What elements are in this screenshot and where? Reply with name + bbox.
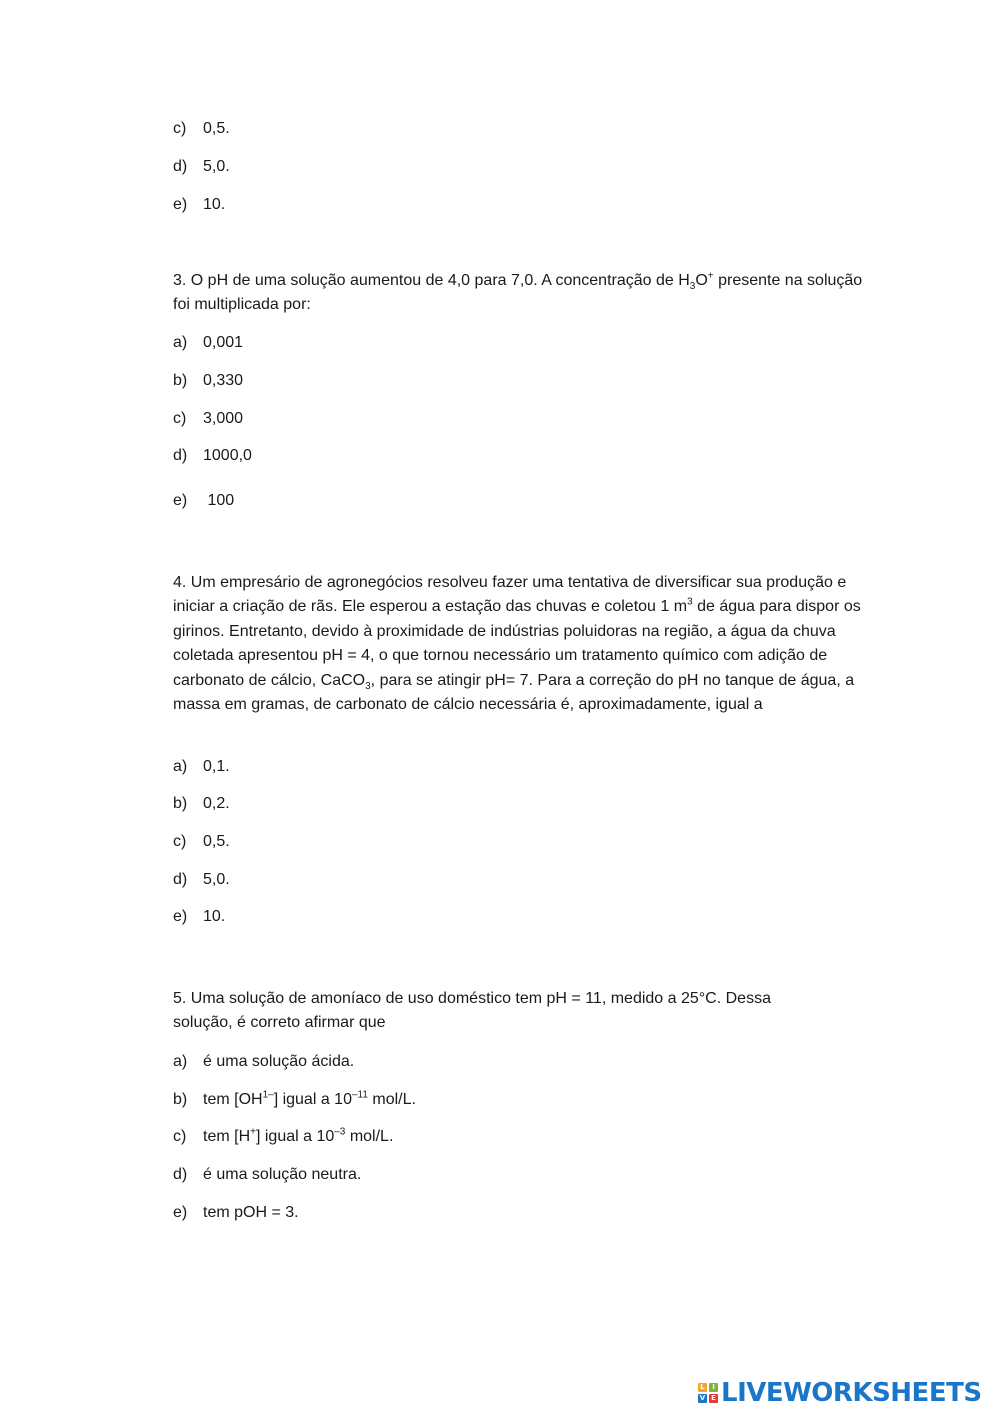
question-5-option-c[interactable]: c) tem [H+] igual a $10^{-3}$ mol/L.: [173, 1126, 394, 1145]
question-3-stem: 3. O pH de uma solução aumentou de 4,0 para 7,0. A concentração de $H_3O^+$ presente na solução foi multiplicada por:: [173, 270, 863, 314]
option-e[interactable]: e) 10.: [173, 196, 226, 213]
question-3-option-a[interactable]: a) 0,001: [173, 334, 244, 351]
question-5-option-d[interactable]: d) é uma solução neutra.: [173, 1166, 362, 1183]
question-5-option-b[interactable]: b) tem $[OH^{1-}]$ igual a $10^{-11}$ mol/L.: [173, 1089, 416, 1108]
logo-tile: V: [699, 1394, 706, 1402]
logo-tile: E: [709, 1394, 718, 1403]
question-5-option-e[interactable]: e) tem pOH = 3.: [173, 1204, 299, 1221]
question-4-option-a[interactable]: a) 0,1.: [173, 758, 230, 775]
question-5-option-a[interactable]: a) é uma solução ácida.: [173, 1053, 355, 1070]
question-3-option-c[interactable]: c) 3,000: [173, 410, 244, 427]
liveworksheets-logo-text: LIVEWORKSHEETS: [721, 1378, 982, 1408]
question-3-option-b[interactable]: b) 0,330: [173, 372, 244, 389]
question-4-option-b[interactable]: b) 0,2.: [173, 795, 230, 812]
question-3-option-d[interactable]: d) 1000,0: [173, 447, 252, 464]
option-c[interactable]: c) 0,5.: [173, 120, 230, 137]
question-4-option-c[interactable]: c) 0,5.: [173, 833, 230, 850]
option-d[interactable]: d) 5,0.: [173, 158, 230, 175]
question-4-stem: 4. Um empresário de agronegócios resolveu fazer uma tentativa de diversificar sua produção e iniciar a criação de rãs. Ele esperou a estação das chuvas e coletou 1 $m^3$ de água para dispor os girinos. Entretanto, devido à proximidade de indústrias poluidoras na região, a água da chuva coletada apresentou pH = 4, o que tornou necessário um tratamento químico com adição de carbonato de cálcio, CaCO$_3$, para se atingir pH= 7. Para a correção do pH no tanque de água, a massa em gramas, de carbonato de cálcio necessária é, aproximadamente, igual a: [173, 574, 861, 714]
question-5-stem: 5. Uma solução de amoníaco de uso doméstico tem pH = 11, medido a 25°C. Dessa solução, é correto afirmar que: [173, 990, 771, 1032]
logo-tile: L: [698, 1383, 707, 1392]
logo-tile: I: [709, 1383, 718, 1392]
question-3-option-e[interactable]: e) 100: [173, 492, 235, 509]
liveworksheets-logo[interactable]: [698, 1378, 982, 1408]
question-4-option-d[interactable]: d) 5,0.: [173, 871, 230, 888]
liveworksheets-logo-icon: [698, 1383, 718, 1403]
question-4-option-e[interactable]: e) 10.: [173, 908, 226, 925]
